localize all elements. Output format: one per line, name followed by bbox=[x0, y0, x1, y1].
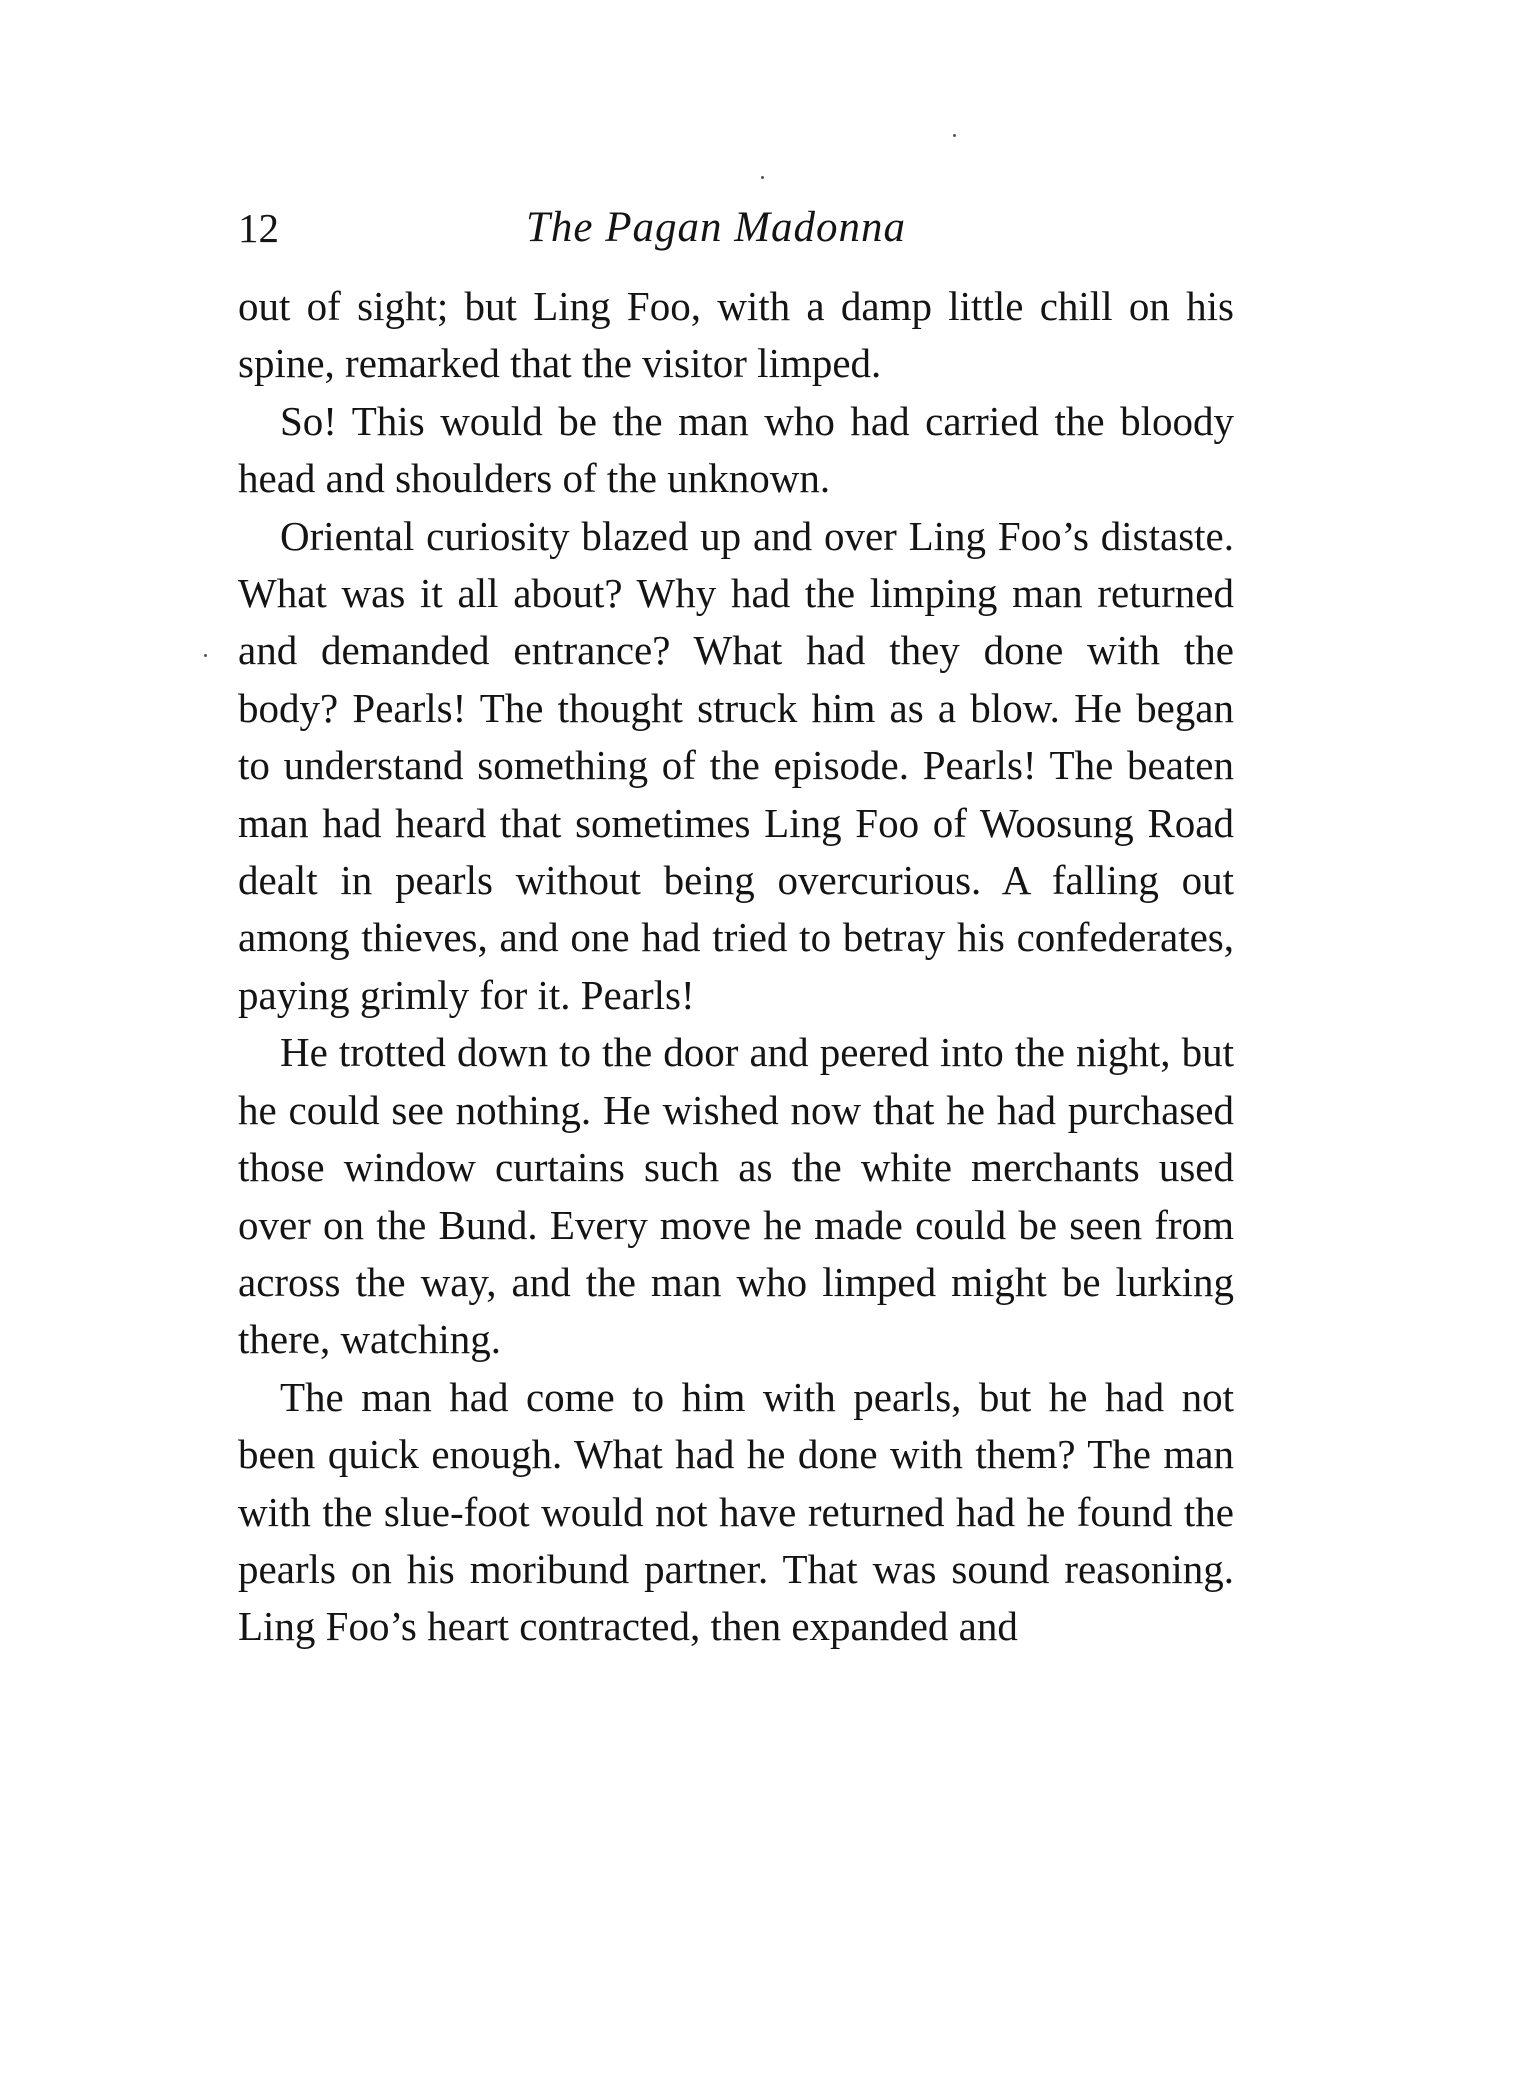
paragraph: Oriental curiosity blazed up and over Ling Foo’s distaste. What was it all about? Why had the limping man returned and demanded entrance? What had they done with the body? Pearls! The thought struck him as a blow. He began to understand something of the episode. Pearls! The beaten man had heard that sometimes Ling Foo of Woosung Road dealt in pearls without being overcurious. A falling out among thieves, and one had tried to betray his confederates, paying grimly for it. Pearls! bbox=[238, 512, 1234, 1018]
scan-speck bbox=[761, 176, 764, 179]
paragraph-continuation: out of sight; but Ling Foo, with a damp little chill on his spine, remarked that the visitor limped. bbox=[238, 283, 1234, 387]
page-number: 12 bbox=[238, 205, 279, 251]
scan-speck bbox=[204, 654, 207, 657]
paragraph: So! This would be the man who had carried the bloody head and shoulders of the unknown. bbox=[238, 397, 1234, 502]
scan-speck bbox=[953, 134, 956, 137]
running-header bbox=[238, 198, 1234, 258]
running-title: The Pagan Madonna bbox=[525, 204, 907, 251]
body-text bbox=[238, 278, 1234, 1656]
paragraph: The man had come to him with pearls, but he had not been quick enough. What had he done with them? The man with the slue-foot would not have returned had he found the pearls on his moribund partner. That was sound reasoning. Ling Foo’s heart contracted, then expanded and bbox=[238, 1373, 1234, 1650]
paragraph: He trotted down to the door and peered into the night, but he could see nothing. He wished now that he had purchased those window curtains such as the white merchants used over on the Bund. Every move he made could be seen from across the way, and the man who limped might be lurking there, watching. bbox=[238, 1029, 1234, 1363]
